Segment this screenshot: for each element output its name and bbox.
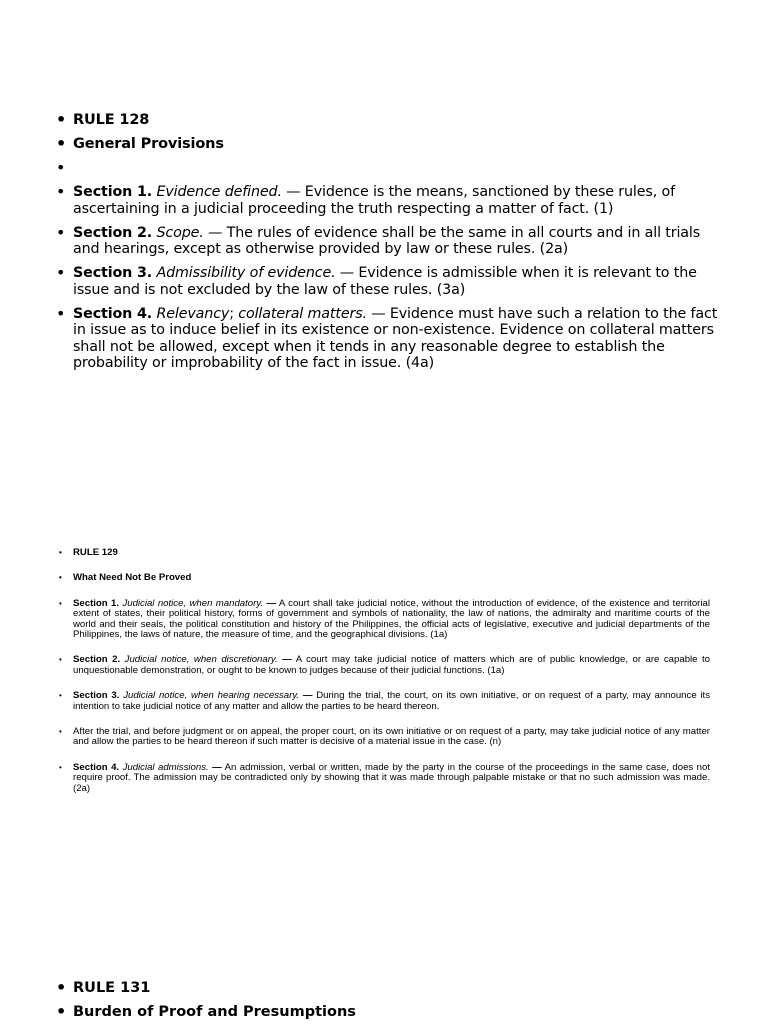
rule-128-section-4 bbox=[73, 306, 723, 372]
rule-131-title: • Burden of Proof and Presumptions bbox=[73, 1004, 723, 1021]
section-heading: Judicial notice, when hearing necessary. bbox=[123, 690, 300, 702]
section-number: Section 1. bbox=[73, 597, 120, 609]
section-heading: Judicial notice, when mandatory. bbox=[122, 597, 264, 609]
section-heading: collateral matters. bbox=[238, 305, 367, 322]
rule-128-section-2 bbox=[73, 225, 723, 258]
section-heading: Judicial notice, when discretionary. bbox=[124, 654, 278, 666]
rule-129-list bbox=[73, 548, 710, 809]
section-number: Section 2. bbox=[73, 654, 121, 666]
section-text: — The rules of evidence shall be the same in all courts and in all trials and hearings, except as otherwise provided by law or these rules. (2a) bbox=[73, 224, 701, 257]
rule-128-section-1 bbox=[73, 184, 723, 217]
section-number: Section 3. bbox=[73, 690, 120, 702]
rule-131-list bbox=[73, 980, 723, 1028]
rule-128-section-3 bbox=[73, 265, 723, 298]
rule-129-paragraph bbox=[73, 727, 710, 748]
rule-129-section-4 bbox=[73, 763, 710, 794]
heading-separator: ; bbox=[229, 305, 239, 322]
section-dash: — bbox=[208, 761, 222, 773]
rule-128-list bbox=[73, 112, 723, 379]
section-heading: Relevancy bbox=[156, 305, 230, 322]
section-number: Section 2. bbox=[73, 224, 153, 241]
section-dash: — bbox=[263, 597, 277, 609]
rule-128-title: • General Provisions bbox=[73, 136, 723, 153]
section-text: During the trial, the court, on its own initiative, or on request of a party, may announce its intention to take judicial notice of any matter and allow the parties to be heard thereon. bbox=[73, 690, 710, 712]
section-text: A court shall take judicial notice, without the introduction of evidence, of the existence and territorial extent of states, their political history, forms of government and symbols of nationality, the law of nations, the admiralty and maritime courts of the world and their seals, the political constitution and history of the Philippines, the official acts of legislative, executive and judicial departments of the Philippines, the laws of nature, the measure of time, and the geographical divisions. (1a) bbox=[73, 597, 710, 641]
rule-129-section-1 bbox=[73, 599, 710, 641]
section-dash: — bbox=[277, 654, 292, 666]
rule-128-heading: • RULE 128 bbox=[73, 112, 723, 129]
section-number: Section 4. bbox=[73, 305, 153, 322]
section-dash: — bbox=[299, 690, 313, 702]
section-text: — Evidence is admissible when it is relevant to the issue and is not excluded by the law of these rules. (3a) bbox=[73, 265, 697, 298]
empty-bullet bbox=[73, 160, 723, 177]
rule-129-heading: • RULE 129 bbox=[73, 548, 710, 558]
section-heading: Scope. bbox=[156, 224, 204, 241]
rule-129-section-2 bbox=[73, 655, 710, 676]
section-number: Section 4. bbox=[73, 761, 120, 773]
section-number: Section 3. bbox=[73, 265, 153, 281]
section-text: An admission, verbal or written, made by the party in the course of the proceedings in the same case, does not require proof. The admission may be contradicted only by showing that it was made through palpable mistake or that no such admission was made. (2a) bbox=[73, 761, 710, 794]
section-number: Section 1. bbox=[73, 184, 153, 200]
section-heading: Judicial admissions. bbox=[122, 761, 209, 773]
rule-129-section-3 bbox=[73, 691, 710, 712]
section-heading: Evidence defined. bbox=[156, 184, 282, 200]
section-text: After the trial, and before judgment or on appeal, the proper court, on its own initiative or on request of a party, may take judicial notice of any matter and allow the parties to be heard thereon if such matter is decisive of a material issue in the case. (n) bbox=[73, 726, 710, 748]
section-text: A court may take judicial notice of matters which are of public knowledge, or are capable to unquestionable demonstration, or ought to be known to judges because of their judicial functions. (1a) bbox=[73, 654, 710, 676]
section-text: — Evidence must have such a relation to the fact in issue as to induce belief in its existence or non-existence. Evidence on collateral matters shall not be allowed, except when it tends in any reasonable degree to establish the probability or improbability of the fact in issue. (4a) bbox=[73, 305, 718, 371]
section-text: — Evidence is the means, sanctioned by these rules, of ascertaining in a judicial proceeding the truth respecting a matter of fact. (1) bbox=[73, 184, 675, 217]
rule-131-heading: • RULE 131 bbox=[73, 980, 723, 997]
rule-129-title: • What Need Not Be Proved bbox=[73, 573, 710, 583]
section-heading: Admissibility of evidence. bbox=[156, 265, 336, 281]
